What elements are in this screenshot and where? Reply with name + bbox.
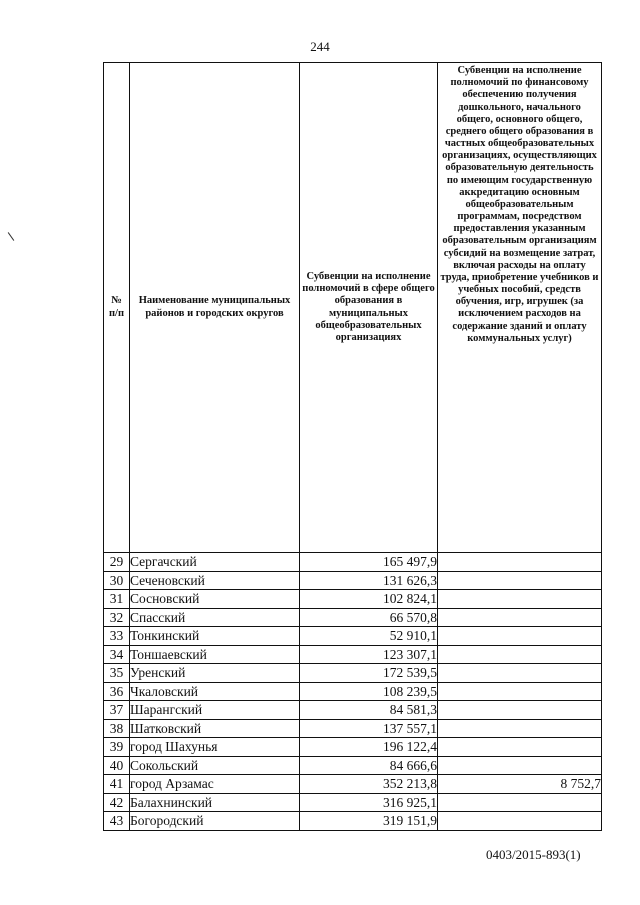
header-sub1: Субвенции на исполнение полномочий в сфере общего образования в муниципальных общеобразовательных организациях — [300, 63, 438, 553]
row-sub2 — [438, 553, 602, 572]
row-sub2 — [438, 756, 602, 775]
page-number: 244 — [310, 39, 330, 54]
row-name: Тонкинский — [130, 627, 300, 646]
row-sub1: 102 824,1 — [300, 590, 438, 609]
row-sub1: 352 213,8 — [300, 775, 438, 794]
row-sub1: 52 910,1 — [300, 627, 438, 646]
row-sub1: 165 497,9 — [300, 553, 438, 572]
row-name: Уренский — [130, 664, 300, 683]
row-num: 38 — [104, 719, 130, 738]
row-name: Шатковский — [130, 719, 300, 738]
row-num: 37 — [104, 701, 130, 720]
table-row — [104, 571, 602, 590]
document-code: 0403/2015-893(1) — [486, 847, 581, 862]
row-num: 32 — [104, 608, 130, 627]
row-name: Сеченовский — [130, 571, 300, 590]
header-name: Наименование муниципальных районов и городских округов — [130, 63, 300, 553]
row-name: Спасский — [130, 608, 300, 627]
header-sub2: Субвенции на исполнение полномочий по финансовому обеспечению получения дошкольного, начального общего, основного общего, среднего общего образования в частных общеобразовательных организациях, осуществляющих образовательную деятельность по имеющим государственную аккредитацию основным общеобразовательным программам, посредством предоставления указанным образовательным организациям субсидий на возмещение затрат, включая расходы на оплату труда, приобретение учебников и учебных пособий, средств обучения, игр, игрушек (за исключением расходов на содержание зданий и оплату коммунальных услуг) — [438, 63, 602, 553]
margin-mark — [8, 232, 15, 241]
row-num: 39 — [104, 738, 130, 757]
row-sub2 — [438, 682, 602, 701]
table-row — [104, 590, 602, 609]
row-sub2 — [438, 738, 602, 757]
table-row — [104, 793, 602, 812]
row-sub1: 84 581,3 — [300, 701, 438, 720]
row-num: 31 — [104, 590, 130, 609]
subvention-table — [103, 62, 602, 831]
row-name: Сергачский — [130, 553, 300, 572]
row-sub2 — [438, 812, 602, 831]
table-row — [104, 756, 602, 775]
row-sub2 — [438, 608, 602, 627]
table-row — [104, 664, 602, 683]
row-num: 33 — [104, 627, 130, 646]
row-name: Балахнинский — [130, 793, 300, 812]
row-sub1: 319 151,9 — [300, 812, 438, 831]
row-num: 36 — [104, 682, 130, 701]
table-header-row — [104, 63, 602, 553]
table-row — [104, 775, 602, 794]
table-row — [104, 812, 602, 831]
table-row — [104, 627, 602, 646]
row-sub2 — [438, 590, 602, 609]
row-name: город Арзамас — [130, 775, 300, 794]
row-sub1: 123 307,1 — [300, 645, 438, 664]
table-row — [104, 553, 602, 572]
row-num: 43 — [104, 812, 130, 831]
row-sub2 — [438, 645, 602, 664]
table-row — [104, 719, 602, 738]
row-sub2 — [438, 793, 602, 812]
row-sub1: 131 626,3 — [300, 571, 438, 590]
row-num: 40 — [104, 756, 130, 775]
row-sub2 — [438, 627, 602, 646]
row-sub1: 316 925,1 — [300, 793, 438, 812]
header-num: № п/п — [104, 63, 130, 553]
row-sub1: 84 666,6 — [300, 756, 438, 775]
table-row — [104, 701, 602, 720]
row-sub1: 108 239,5 — [300, 682, 438, 701]
row-name: Богородский — [130, 812, 300, 831]
row-sub2 — [438, 571, 602, 590]
row-sub2 — [438, 719, 602, 738]
row-sub1: 137 557,1 — [300, 719, 438, 738]
row-sub1: 196 122,4 — [300, 738, 438, 757]
table-row — [104, 738, 602, 757]
row-sub1: 66 570,8 — [300, 608, 438, 627]
table-row — [104, 645, 602, 664]
table-row — [104, 608, 602, 627]
row-name: Сокольский — [130, 756, 300, 775]
row-name: Чкаловский — [130, 682, 300, 701]
row-num: 42 — [104, 793, 130, 812]
row-sub2 — [438, 701, 602, 720]
row-name: Шарангский — [130, 701, 300, 720]
row-num: 34 — [104, 645, 130, 664]
table-row — [104, 682, 602, 701]
row-name: Сосновский — [130, 590, 300, 609]
row-sub2: 8 752,7 — [438, 775, 602, 794]
row-num: 29 — [104, 553, 130, 572]
row-num: 35 — [104, 664, 130, 683]
row-name: Тоншаевский — [130, 645, 300, 664]
row-num: 41 — [104, 775, 130, 794]
row-num: 30 — [104, 571, 130, 590]
row-sub1: 172 539,5 — [300, 664, 438, 683]
row-name: город Шахунья — [130, 738, 300, 757]
row-sub2 — [438, 664, 602, 683]
